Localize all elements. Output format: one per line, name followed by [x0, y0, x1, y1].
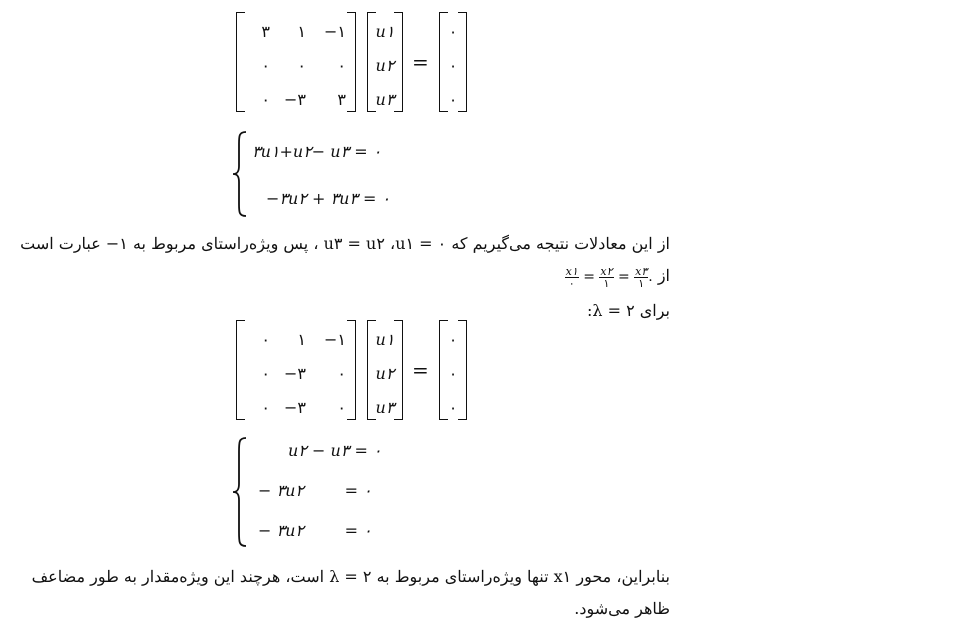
matrix-cell: −۳ [284, 364, 306, 383]
system-equation: u۲ − u۳ = ۰ [288, 441, 382, 460]
matrix-cell: ۰ [261, 330, 270, 349]
vector-entry: ۰ [448, 330, 458, 349]
system-equation: − ۳u۲ = ۰ [258, 521, 372, 540]
matrix-cell: ۰ [337, 56, 346, 75]
matrix-right-bracket [347, 320, 356, 420]
matrix-cell: ۳ [261, 22, 270, 41]
matrix-cell: −۱ [324, 330, 346, 349]
matrix-cell: −۳ [284, 398, 306, 417]
matrix-cell: ۰ [261, 398, 270, 417]
matrix-right-bracket [347, 12, 356, 112]
matrix-a-2 [236, 320, 356, 420]
matrix-cell: ۰ [337, 398, 346, 417]
vector-zero-1 [439, 12, 467, 112]
line-prefix: از [657, 266, 670, 285]
conclusion-paragraph: بنابراین، محور x۱ تنها ویژه‌راستای مربوط به ۲ = λ است، هرچند این ویژه‌مقدار به طور مضاعف [31, 567, 670, 586]
left-brace [232, 130, 248, 218]
system-equation: ۳u۱+u۲− u۳ = ۰ [252, 142, 382, 161]
vector-entry: ۰ [448, 90, 458, 109]
lambda-label: برای ۲ = λ: [586, 301, 670, 320]
matrix-cell: ۰ [297, 56, 306, 75]
matrix-cell: ۳ [337, 90, 346, 109]
matrix-cell: −۳ [284, 90, 306, 109]
matrix-a-1 [236, 12, 356, 112]
system-equation: −۳u۲ + ۳u۳ = ۰ [266, 189, 391, 208]
matrix-cell: ۱ [297, 330, 306, 349]
vector-entry: ۰ [448, 364, 458, 383]
vector-entry: u۳ [375, 90, 395, 109]
vector-entry: ۰ [448, 22, 458, 41]
system-equation: − ۳u۲ = ۰ [258, 481, 372, 500]
fraction: $\frac{x۲}{۱}$ [600, 264, 613, 290]
matrix-cell: −۱ [324, 22, 346, 41]
left-brace [232, 436, 248, 548]
matrix-cell: ۰ [261, 90, 270, 109]
equals-sign: = [412, 50, 429, 74]
conclusion-paragraph: ظاهر می‌شود. [574, 599, 670, 618]
fraction: $\frac{x۳}{۱}$ [635, 264, 648, 290]
matrix-cell: ۰ [261, 56, 270, 75]
vector-zero-2 [439, 320, 467, 420]
vector-entry: u۲ [375, 364, 395, 383]
vector-entry: u۱ [375, 22, 395, 41]
vector-entry: u۲ [375, 56, 395, 75]
vector-u-2 [367, 320, 403, 420]
matrix-cell: ۰ [261, 364, 270, 383]
paragraph-text: از این معادلات نتیجه می‌گیریم که u۳ = u۲ ،u۱ = ۰ ، پس ویژه‌راستای مربوط به ۱− عبارت است [20, 234, 670, 253]
eigenvector-line [565, 262, 670, 291]
vector-u-1 [367, 12, 403, 112]
fraction: $\frac{x۱}{۰}$ [565, 264, 578, 290]
vector-entry: ۰ [448, 56, 458, 75]
equals-sign: = [412, 358, 429, 382]
vector-entry: ۰ [448, 398, 458, 417]
matrix-cell: ۰ [337, 364, 346, 383]
vector-entry: u۱ [375, 330, 395, 349]
fraction-equation: $\frac{x۱}{۰}$ = $\frac{x۲}{۱}$ = $\frac{x۳}{۱}$ . [565, 264, 653, 290]
matrix-cell: ۱ [297, 22, 306, 41]
vector-entry: u۳ [375, 398, 395, 417]
